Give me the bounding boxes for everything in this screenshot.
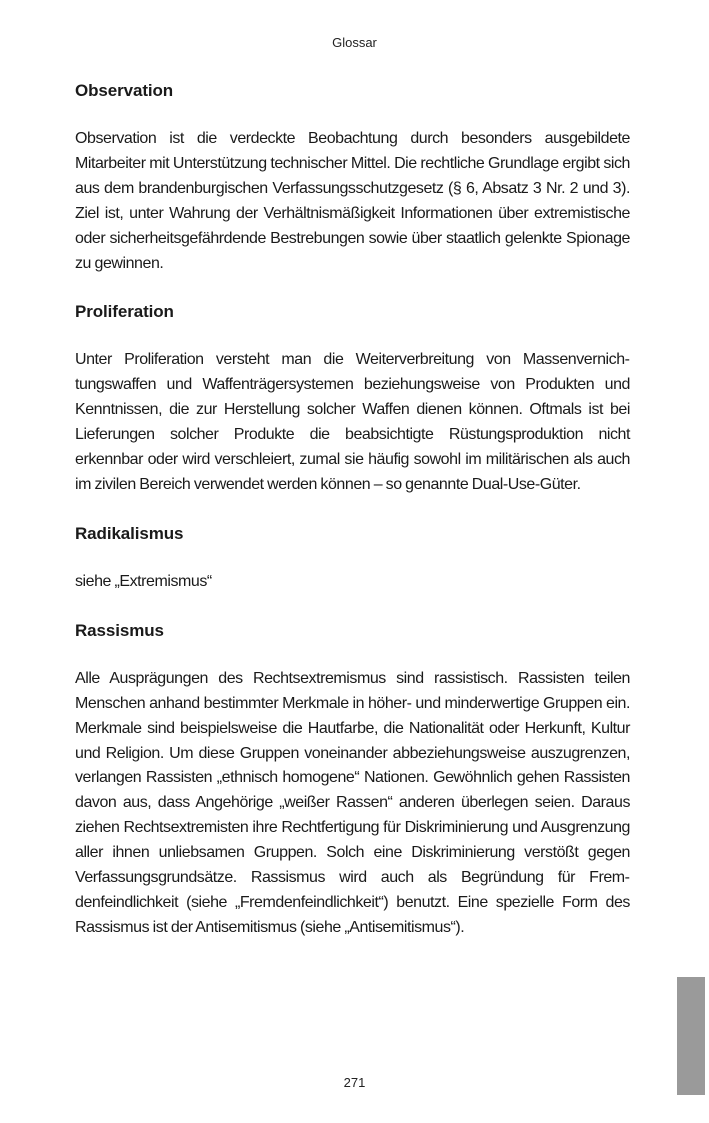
entry-definition: siehe „Extremismus“ — [75, 572, 212, 590]
page-number: 271 — [343, 1075, 366, 1090]
entry-term: Rassismus — [75, 620, 164, 640]
glossary-entry-radikalismus — [75, 522, 630, 595]
entry-term: Proliferation — [75, 302, 174, 322]
glossary-entry-rassismus — [75, 619, 630, 941]
chapter-thumb-tab — [677, 977, 705, 1095]
entry-term: Observation — [75, 81, 174, 100]
glossary-entry-proliferation — [75, 300, 630, 497]
entry-definition: Observation ist die verdeckte Beobachtung durch besonders ausgebildete Mitarbeiter mit Unterstützung technischer Mittel. Die rechtliche Grundlage ergibt sich aus dem brandenburgischen Verfassungsschutzgesetz (§ 6, Absatz 3 Nr. 2 und 3). Ziel ist, unter Wahrung der Verhältnismäßigkeit Informationen über extremistische oder sicherheitsgefährdende Bestrebungen sowie über staatlich gelenkte Spionage zu gewinnen. — [75, 130, 630, 272]
glossary-content — [75, 79, 630, 965]
entry-definition: Unter Proliferation versteht man die Weiterverbreitung von Massenvernichtungswaffen und Waffenträgersystemen beziehungsweise von Produkten und Kenntnissen, die zur Herstellung solcher Waffen dienen können. Oftmals ist bei Lieferungen solcher Produkte die beabsichtigte Rüstungsproduktion nicht erkennbar oder wird verschleiert, zumal sie häufig sowohl im militärischen als auch im zivilen Bereich verwendet werden können – so genannte Dual-Use-Güter. — [75, 351, 630, 493]
entry-definition: Alle Ausprägungen des Rechtsextremismus sind rassistisch. Rassisten teilen Menschen anhand bestimmter Merkmale in höher- und minderwertige Gruppen ein. Merkmale sind beispielsweise die Hautfarbe, die Nationalität oder Herkunft, Kultur und Religion. Um diese Gruppen voneinander abbeziehungsweise auszugrenzen, verlangen Rassisten „ethnisch homogene“ Nationen. Gewöhnlich gehen Rassisten davon aus, dass Angehörige „weißer Rassen“ anderen überlegen seien. Daraus ziehen Rechtsextremisten ihre Rechtfertigung für Diskriminierung und Ausgrenzung aller ihnen unliebsamen Gruppen. Solch eine Diskriminierung verstößt gegen Verfassungsgrundsätze. Rassismus wird auch als Begründung für Fremdenfeindlichkeit (siehe „Fremdenfeindlichkeit“) benutzt. Eine spezielle Form des Rassismus ist der Antisemitismus (siehe „Antisemitismus“). — [75, 669, 630, 936]
running-title: Glossar — [332, 35, 377, 50]
entry-term: Radikalismus — [75, 523, 184, 543]
glossary-entry-observation — [75, 79, 630, 276]
